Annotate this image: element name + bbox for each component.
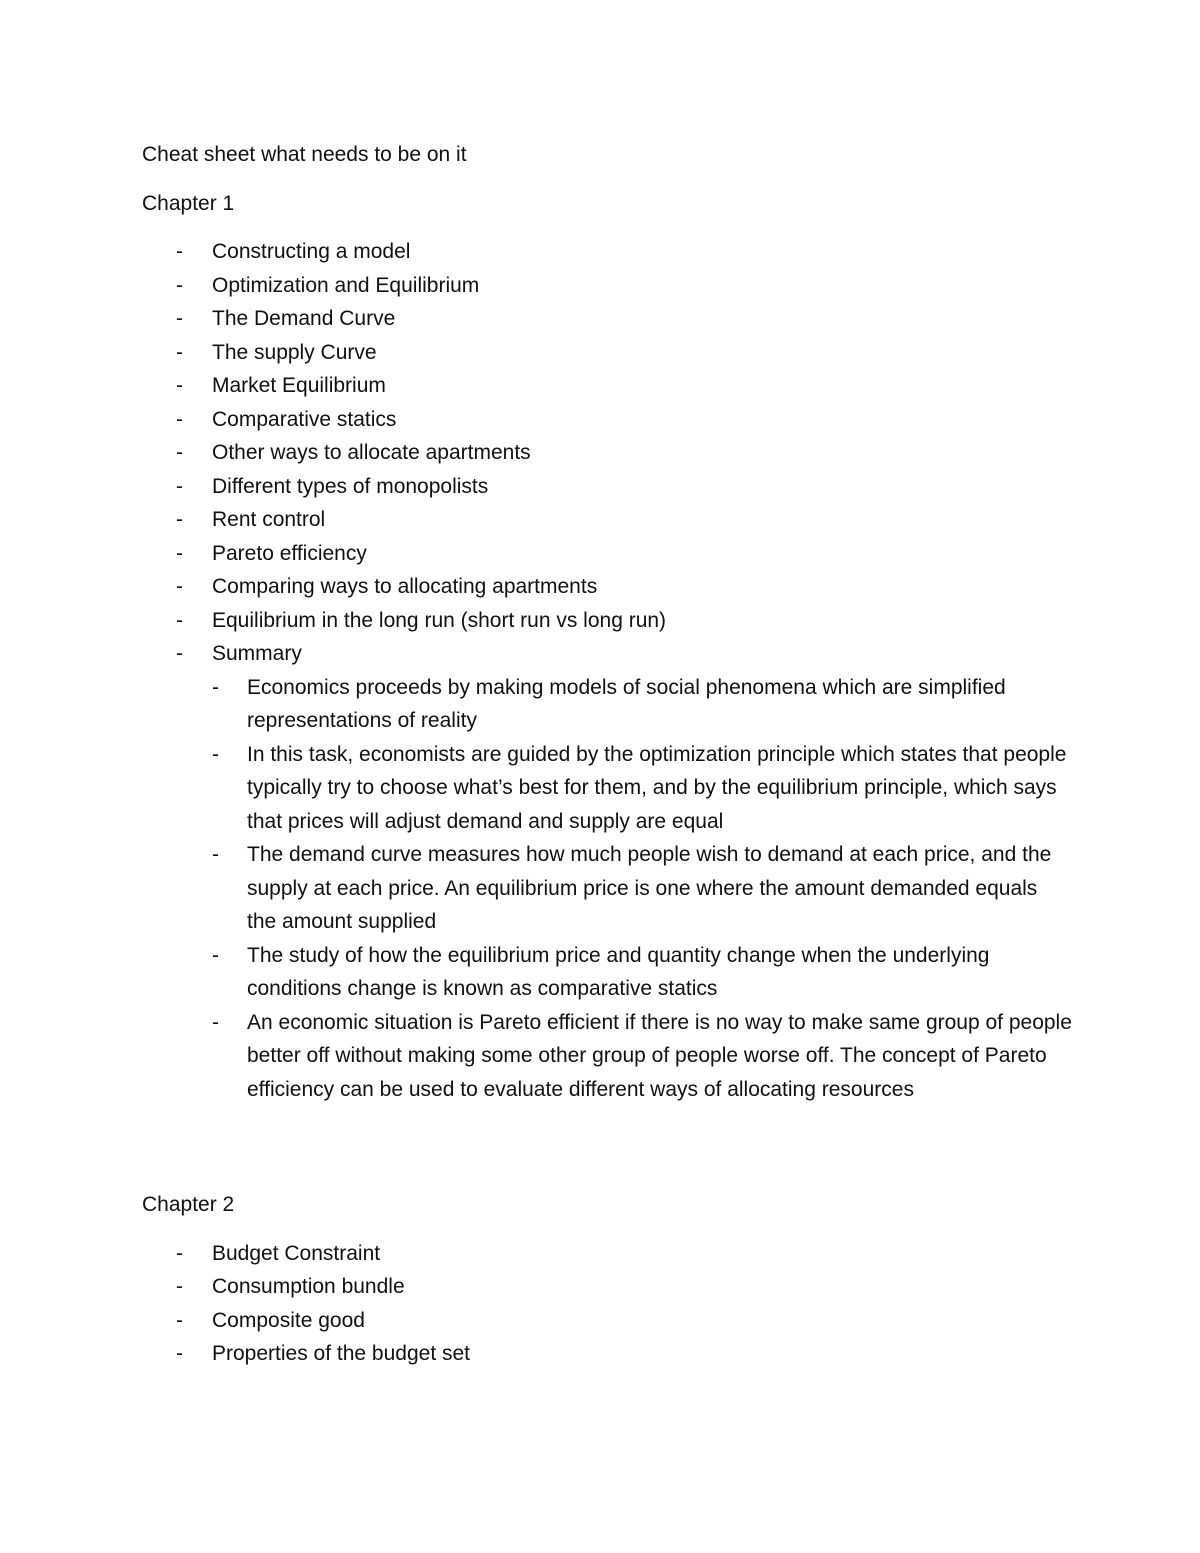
summary-item — [142, 637, 1072, 1106]
dash-bullet: - — [176, 441, 183, 464]
list-item-text: The supply Curve — [212, 340, 377, 364]
summary-point-text: An economic situation is Pareto efficient if there is no way to make same group of people better off without making some other group of people worse off. The concept of Pareto efficiency can be used to evaluate different ways of allocating resources — [247, 1010, 1072, 1101]
list-item-text: Optimization and Equilibrium — [212, 273, 480, 297]
dash-bullet: - — [176, 1342, 183, 1365]
summary-point — [212, 738, 1072, 839]
list-item-text: The Demand Curve — [212, 307, 396, 330]
dash-bullet: - — [176, 608, 183, 632]
dash-bullet: - — [212, 675, 219, 699]
list-item — [142, 235, 1072, 269]
list-item — [142, 604, 1072, 638]
list-item — [142, 1304, 1072, 1338]
list-item-text: Market Equilibrium — [212, 374, 386, 397]
dash-bullet: - — [176, 642, 183, 665]
chapter-2-heading: Chapter 2 — [142, 1193, 235, 1216]
list-item-text: Equilibrium in the long run (short run vs long run) — [212, 608, 667, 632]
dash-bullet: - — [176, 407, 183, 431]
list-item — [142, 537, 1072, 571]
list-item — [142, 503, 1072, 537]
summary-point — [212, 1006, 1072, 1107]
list-item-text: Constructing a model — [212, 240, 411, 263]
dash-bullet: - — [176, 1275, 183, 1298]
dash-bullet: - — [176, 575, 183, 598]
list-item-text: Composite good — [212, 1308, 365, 1332]
list-item-text: Budget Constraint — [212, 1241, 381, 1265]
summary-point-list — [212, 671, 1072, 1107]
list-item — [142, 403, 1072, 437]
dash-bullet: - — [212, 943, 219, 967]
dash-bullet: - — [176, 1308, 183, 1332]
list-item — [142, 1237, 1072, 1271]
dash-bullet: - — [176, 541, 183, 565]
summary-point-text: Economics proceeds by making models of social phenomena which are simplified representations of reality — [247, 675, 1006, 732]
list-item — [142, 1337, 1072, 1371]
list-item — [142, 570, 1072, 604]
dash-bullet: - — [176, 240, 183, 263]
list-item-text: Different types of monopolists — [212, 474, 489, 498]
list-item — [142, 302, 1072, 336]
summary-point — [212, 939, 1072, 1006]
list-item-text: Rent control — [212, 508, 326, 531]
list-item-text: Comparative statics — [212, 407, 397, 431]
list-item — [142, 336, 1072, 370]
dash-bullet: - — [176, 508, 183, 531]
dash-bullet: - — [176, 273, 183, 297]
chapter-2-topic-list — [142, 1237, 1072, 1371]
dash-bullet: - — [176, 1241, 183, 1265]
list-item — [142, 470, 1072, 504]
summary-point-text: The demand curve measures how much people wish to demand at each price, and the supply at each price. An equilibrium price is one where the amount demanded equals the amount supplied — [247, 843, 1052, 933]
dash-bullet: - — [176, 374, 183, 397]
dash-bullet: - — [212, 742, 219, 766]
list-item-text: Other ways to allocate apartments — [212, 441, 531, 464]
chapter-1-heading: Chapter 1 — [142, 191, 235, 215]
list-item — [142, 1270, 1072, 1304]
dash-bullet: - — [212, 843, 219, 866]
list-item-text: Consumption bundle — [212, 1275, 405, 1298]
list-item-text: Summary — [212, 642, 302, 665]
document-title: Cheat sheet what needs to be on it — [142, 143, 467, 166]
summary-point-text: The study of how the equilibrium price and quantity change when the underlying conditions change is known as comparative statics — [247, 943, 990, 1000]
list-item-text: Properties of the budget set — [212, 1342, 470, 1365]
list-item — [142, 269, 1072, 303]
dash-bullet: - — [176, 474, 183, 498]
summary-point-text: In this task, economists are guided by the optimization principle which states that people typically try to choose what’s best for them, and by the equilibrium principle, which says that prices will adjust demand and supply are equal — [247, 742, 1067, 833]
dash-bullet: - — [212, 1010, 219, 1034]
summary-point — [212, 838, 1072, 939]
dash-bullet: - — [176, 340, 183, 364]
chapter-1-topic-list — [142, 235, 1072, 1106]
summary-point — [212, 671, 1072, 738]
dash-bullet: - — [176, 307, 183, 330]
list-item — [142, 436, 1072, 470]
list-item-text: Comparing ways to allocating apartments — [212, 575, 598, 598]
section-spacer — [142, 1121, 1072, 1188]
document-body — [142, 138, 1072, 1386]
list-item-text: Pareto efficiency — [212, 541, 367, 565]
list-item — [142, 369, 1072, 403]
